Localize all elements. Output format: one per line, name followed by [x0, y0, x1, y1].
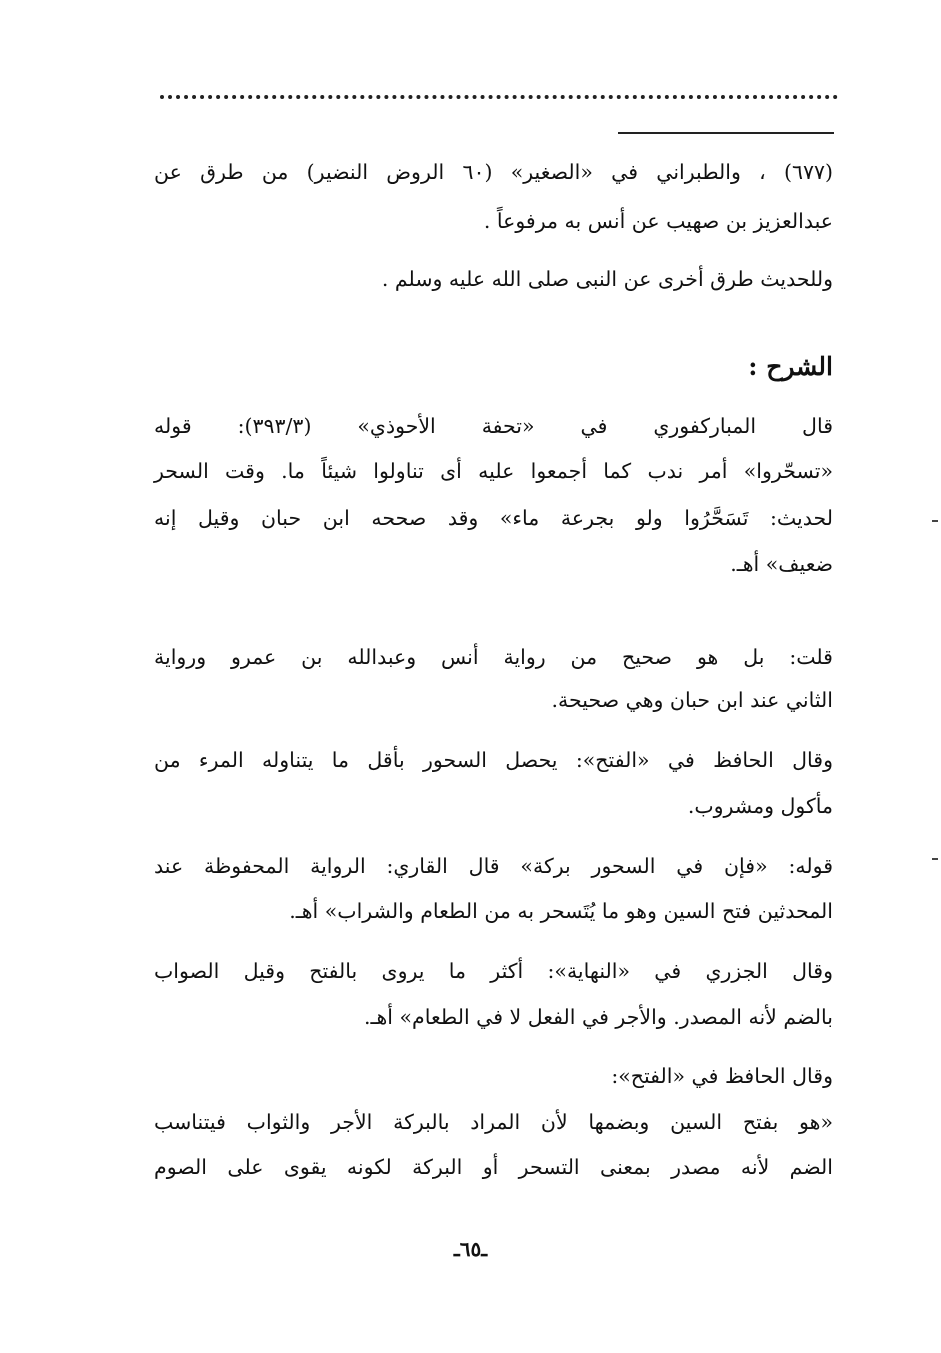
text-line: قلت: بل هو صحيح من رواية أنس وعبدالله بن عمرو ورواية — [154, 645, 833, 669]
text-line: الضم لأنه مصدر بمعنى التسحر أو البركة لكونه يقوى على الصوم — [154, 1155, 833, 1179]
footnote-line-2: عبدالعزيز بن صهيب عن أنس به مرفوعاً . — [483, 209, 833, 233]
text-line: وللحديث طرق أخرى عن النبى صلى الله عليه وسلم . — [381, 267, 833, 291]
text-line: ضعيف» أهـ. — [730, 552, 833, 576]
text-line: الثاني عند ابن حبان وهي صحيحة. — [551, 688, 833, 712]
text-line: بالضم لأنه المصدر. والأجر في الفعل لا في الطعام» أهـ. — [363, 1005, 833, 1029]
dotted-separator — [160, 95, 838, 99]
footnote-rule — [618, 132, 834, 134]
text-line: وقال الجزري في «النهاية»: أكثر ما يروى بالفتح وقيل الصواب — [154, 959, 833, 983]
section-heading: الشرح : — [748, 352, 833, 381]
text-line: وقال الحافظ في «الفتح»: — [611, 1064, 833, 1088]
text-line: قال المباركفوري في «تحفة الأحوذي» (٣٩٣/٣): قوله — [154, 414, 833, 438]
page-number: ـ٦٥ـ — [453, 1237, 488, 1261]
text-line: المحدثين فتح السين وهو ما يُتَسحر به من الطعام والشراب» أهـ. — [289, 899, 833, 923]
footnote-line-1: (٦٧٧) ، والطبراني في «الصغير» (٦٠ الروض النضير) من طرق عن — [154, 160, 833, 184]
text-line: مأكول ومشروب. — [687, 794, 833, 818]
text-line: وقال الحافظ في «الفتح»: يحصل السحور بأقل ما يتناوله المرء من — [154, 748, 833, 772]
text-line: قوله: «فإن في السحور بركة» قال القاري: الرواية المحفوظة عند — [154, 854, 833, 878]
scan-mark — [932, 858, 938, 860]
text-line: «هو بفتح السين وبضمها لأن المراد بالبركة الأجر والثواب فيتناسب — [154, 1110, 833, 1134]
scan-mark — [932, 520, 938, 522]
text-line: «تسحّروا» أمر ندب كما أجمعوا عليه أى تناولوا شيئاً ما. وقت السحر — [154, 459, 833, 483]
text-line: لحديث: تَسَحَّرُوا ولو بجرعة ماء» وقد صححه ابن حبان وقيل إنه — [154, 506, 833, 530]
